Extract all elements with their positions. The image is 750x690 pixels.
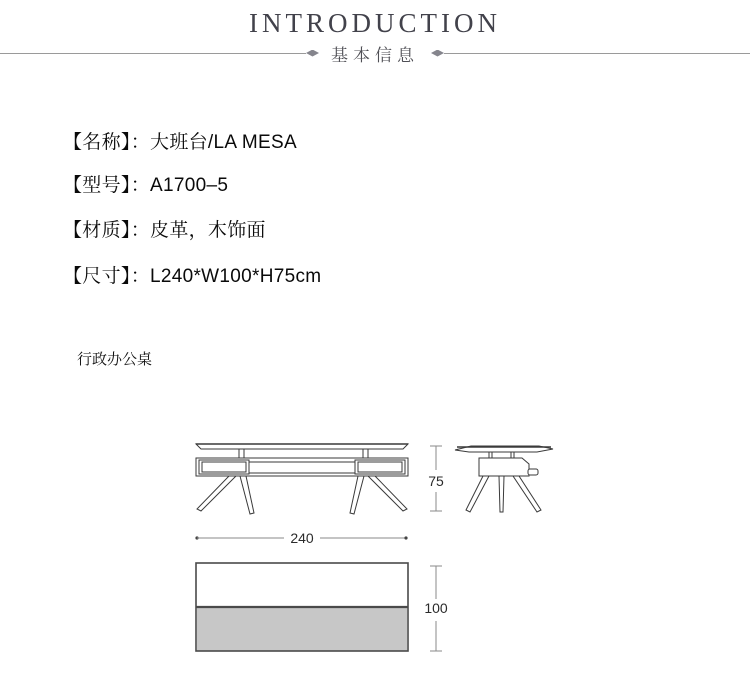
desk-leg (197, 476, 236, 511)
drawer-handle (528, 469, 538, 475)
desk-front-view (196, 444, 408, 514)
spec-label: 【材质】 (63, 220, 131, 241)
spec-value: 皮革，木饰面 (150, 220, 266, 241)
spec-row-size (63, 266, 321, 288)
divider-line-left (0, 53, 306, 54)
page-title: INTRODUCTION (249, 8, 501, 38)
spec-separator: ： (130, 132, 151, 153)
desk-top-view (196, 563, 408, 651)
product-category-label: 行政办公桌 (77, 351, 153, 368)
desk-leg (368, 476, 407, 511)
spec-row-material (63, 220, 266, 242)
spec-row-model (63, 175, 228, 197)
spec-value: A1700–5 (150, 175, 229, 196)
spec-label: 【尺寸】 (63, 266, 131, 287)
divider-line-right (444, 53, 750, 54)
technical-drawing (0, 415, 750, 680)
spec-separator: ： (130, 175, 151, 196)
desk-side-view (455, 446, 553, 512)
desk-leg (240, 476, 254, 514)
desk-leg (350, 476, 364, 514)
length-dimension-value: 240 (290, 530, 314, 546)
spec-separator: ： (130, 220, 151, 241)
desk-leg (466, 476, 489, 512)
spec-value: L240*W100*H75cm (150, 266, 322, 287)
desk-body-side (479, 458, 529, 476)
spec-value: 大班台/LA MESA (150, 132, 297, 153)
spec-separator: ： (130, 266, 151, 287)
height-dimension-value: 75 (428, 473, 444, 489)
width-dimension-value: 100 (424, 600, 448, 616)
desk-leg (499, 476, 504, 512)
diamond-icon (431, 50, 444, 57)
height-dimension (428, 446, 444, 511)
top-view-shaded-area (197, 607, 407, 651)
desk-leg (513, 476, 541, 512)
spec-label: 【名称】 (63, 132, 131, 153)
width-dimension (424, 566, 448, 651)
diamond-icon (306, 50, 319, 57)
length-dimension (195, 530, 407, 546)
spec-row-name (63, 132, 297, 154)
section-subtitle: 基本信息 (331, 45, 419, 65)
spec-label: 【型号】 (63, 175, 131, 196)
section-header (0, 43, 750, 63)
